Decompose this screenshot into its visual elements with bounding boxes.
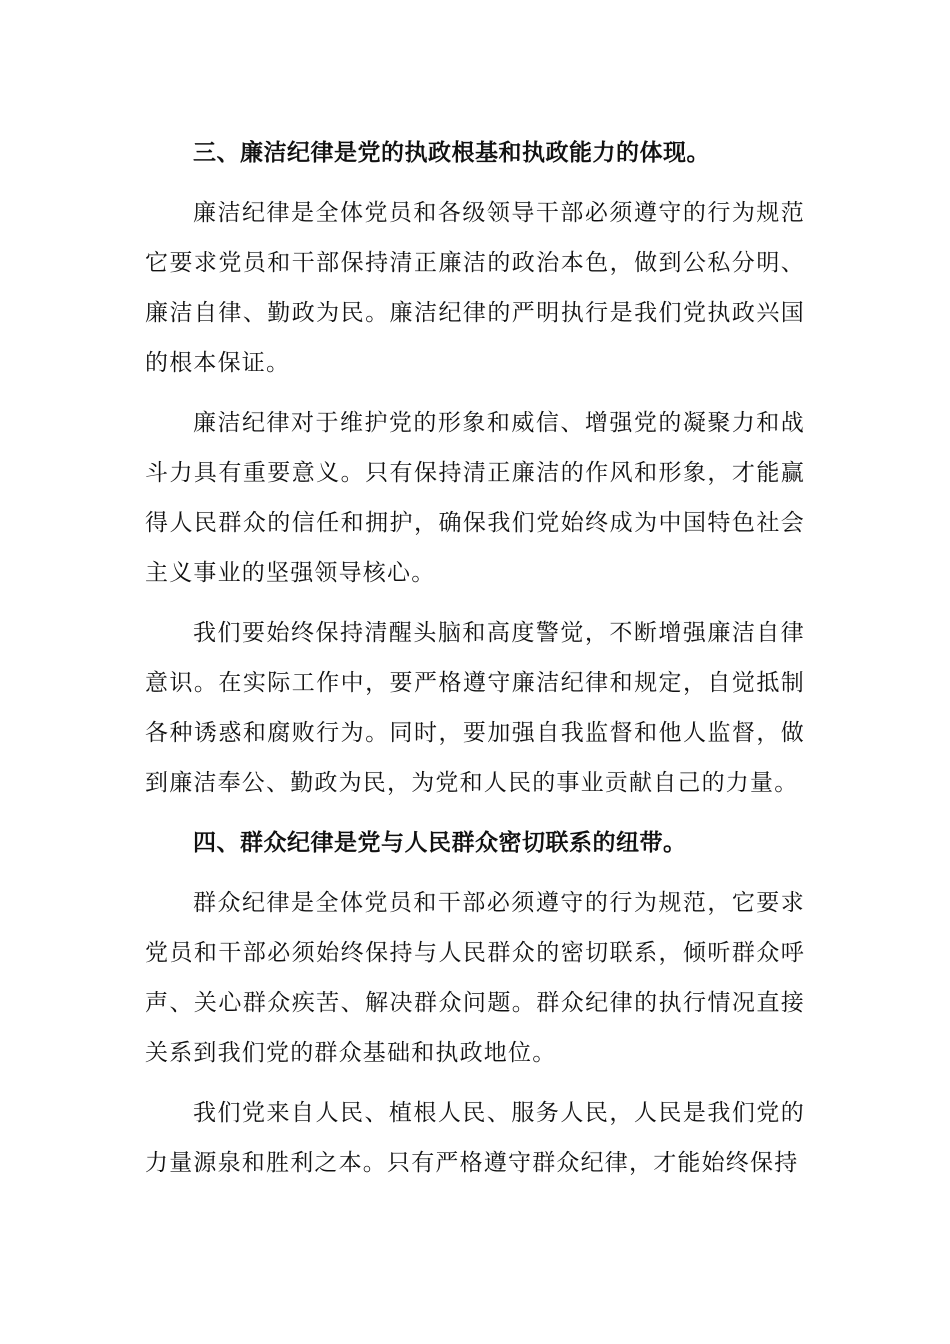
section-heading-4: 四、群众纪律是党与人民群众密切联系的纽带。 [193,830,687,856]
paragraph-4: 群众纪律是全体党员和干部必须遵守的行为规范，它要求党员和干部必须始终保持与人民群众的密切联系，倾听群众呼声、关心群众疾苦、解决群众问题。群众纪律的执行情况直接关系到我们党的群众基础和执政地位。 [145,890,805,1066]
section-heading-3: 三、廉洁纪律是党的执政根基和执政能力的体现。 [193,140,710,166]
paragraph-2: 廉洁纪律对于维护党的形象和威信、增强党的凝聚力和战斗力具有重要意义。只有保持清正廉洁的作风和形象，才能赢得人民群众的信任和拥护，确保我们党始终成为中国特色社会主义事业的坚强领导核心。 [145,410,805,586]
paragraph-3: 我们要始终保持清醒头脑和高度警觉，不断增强廉洁自律意识。在实际工作中，要严格遵守廉洁纪律和规定，自觉抵制各种诱惑和腐败行为。同时，要加强自我监督和他人监督，做到廉洁奉公、勤政为民，为党和人民的事业贡献自己的力量。 [145,620,805,796]
paragraph-5: 我们党来自人民、植根人民、服务人民，人民是我们党的力量源泉和胜利之本。只有严格遵守群众纪律，才能始终保持 [145,1100,805,1176]
document-page [145,128,805,1198]
paragraph-1: 廉洁纪律是全体党员和各级领导干部必须遵守的行为规范它要求党员和干部保持清正廉洁的政治本色，做到公私分明、廉洁自律、勤政为民。廉洁纪律的严明执行是我们党执政兴国的根本保证。 [145,200,805,376]
